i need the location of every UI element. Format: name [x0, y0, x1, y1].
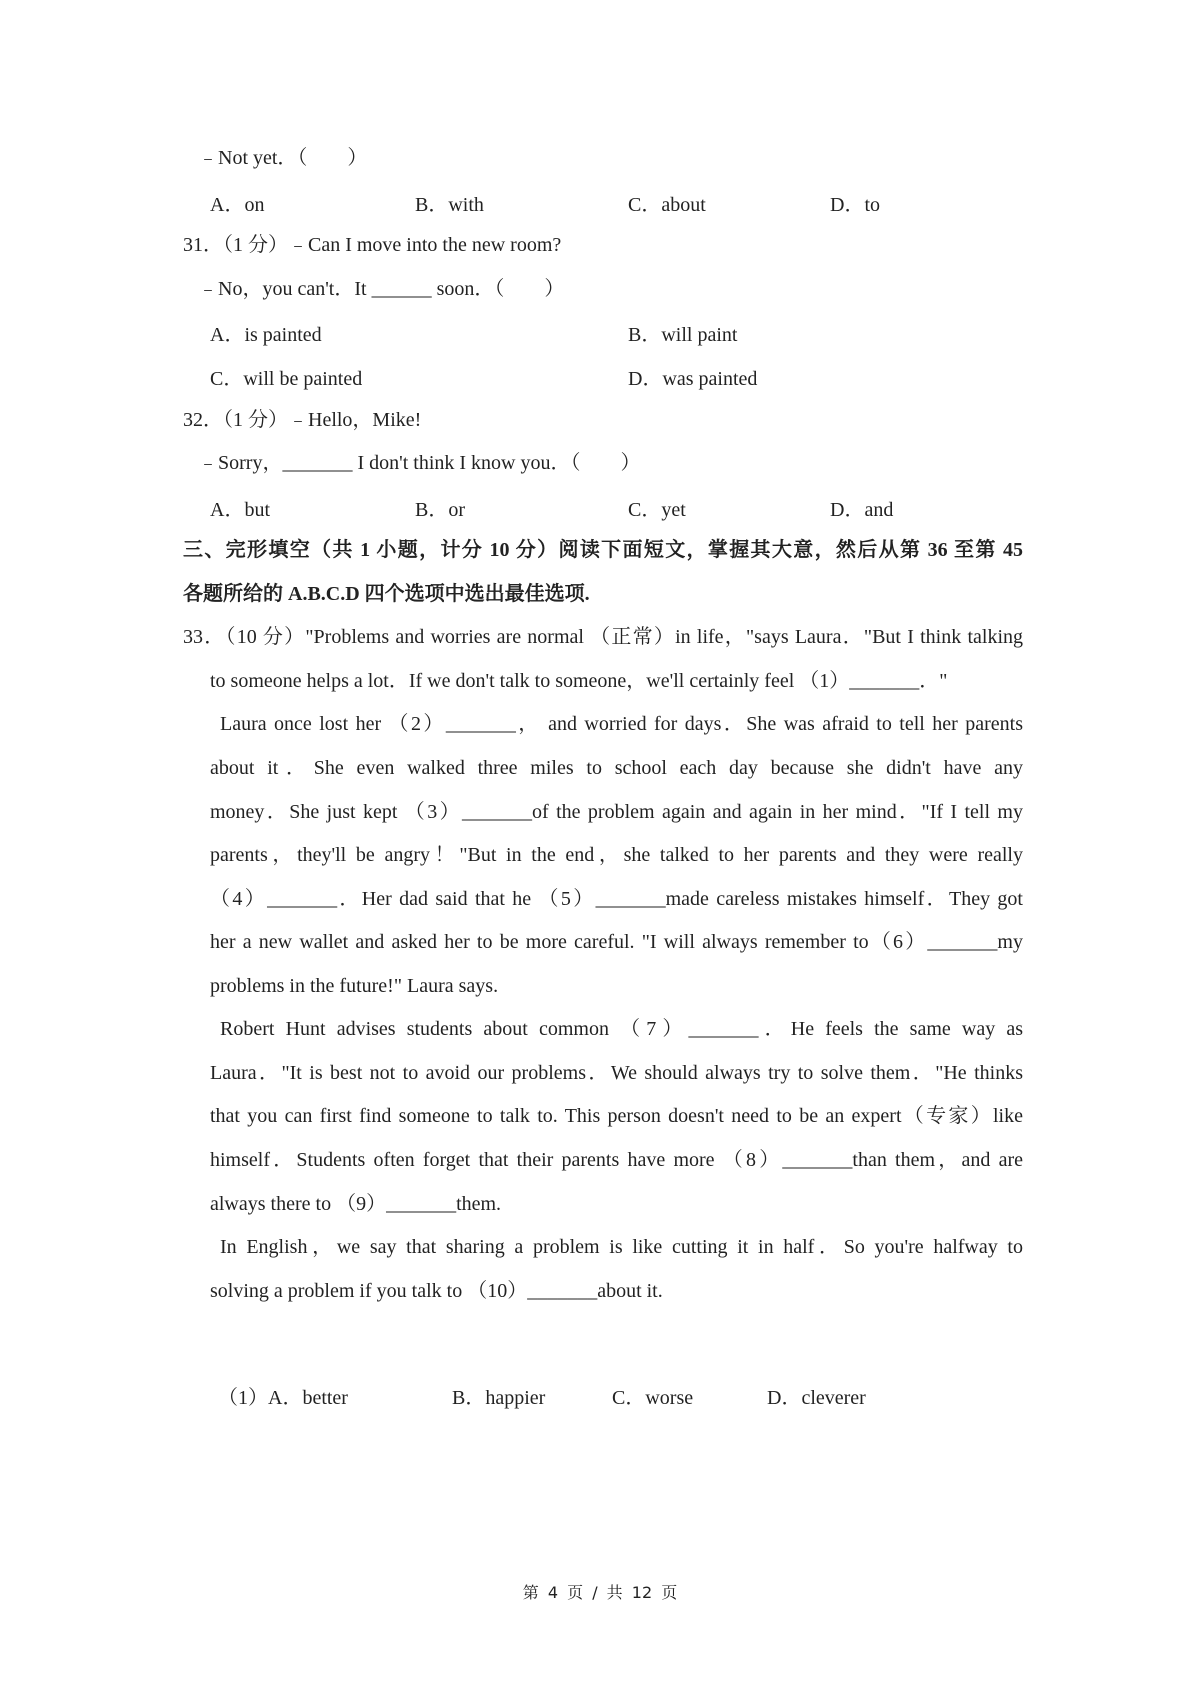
q31-reply: ﹣No，you can't．It ______ soon．（ ） [198, 278, 565, 300]
q33-line: Laura．"It is best not to avoid our problems．We should always try to solve them．"He thinks [210, 1062, 1023, 1084]
q30-option-a: A．on [210, 194, 265, 216]
q30-reply: ﹣Not yet．（ ） [198, 147, 368, 169]
q33-blank1-option-a: （1）A．better [218, 1387, 348, 1409]
section-heading-line1: 三、完形填空（共 1 小题，计分 10 分）阅读下面短文，掌握其大意，然后从第 36 至第 45 [183, 539, 1023, 561]
q33-line: about it．She even walked three miles to school each day because she didn't have any [210, 757, 1023, 779]
q31-option-c: C．will be painted [210, 368, 363, 390]
q33-line: solving a problem if you talk to （10）_______about it. [210, 1280, 663, 1302]
q32-stem: 32．（1 分）﹣Hello，Mike! [183, 409, 422, 431]
q33-line: that you can first find someone to talk to. This person doesn't need to be an expert（专家）like [210, 1105, 1023, 1127]
q33-line: problems in the future!" Laura says. [210, 975, 499, 997]
q33-line: Laura once lost her （2）_______， and worried for days．She was afraid to tell her parents [220, 713, 1023, 735]
q32-option-a: A．but [210, 499, 270, 521]
q33-line: 33．（10 分）"Problems and worries are normal （正常）in life，"says Laura．"But I think talking [183, 626, 1023, 648]
q33-line: （4）_______．Her dad said that he （5）_______made careless mistakes himself．They got [210, 888, 1023, 910]
q33-line: In English，we say that sharing a problem is like cutting it in half．So you're halfway to [220, 1236, 1023, 1258]
q32-reply: ﹣Sorry，_______ I don't think I know you．（ ） [198, 452, 641, 474]
q33-line: always there to （9）_______them. [210, 1193, 502, 1215]
q30-option-b: B．with [415, 194, 484, 216]
q33-blank1-option-c: C．worse [612, 1387, 694, 1409]
page-footer: 第 4 页 / 共 12 页 [522, 1583, 678, 1602]
q33-line: Robert Hunt advises students about common （7）_______．He feels the same way as [220, 1018, 1023, 1040]
q33-line: her a new wallet and asked her to be more careful. "I will always remember to（6）_______my [210, 931, 1023, 953]
section-heading-line2: 各题所给的 A.B.C.D 四个选项中选出最佳选项. [183, 583, 590, 605]
q33-line: to someone helps a lot．If we don't talk to someone，we'll certainly feel （1）_______．" [210, 670, 948, 692]
q32-option-c: C．yet [628, 499, 686, 521]
q33-line: parents，they'll be angry！"But in the end，she talked to her parents and they were really [210, 844, 1023, 866]
q33-blank1-option-d: D．cleverer [767, 1387, 866, 1409]
q33-blank1-option-b: B．happier [452, 1387, 546, 1409]
q33-line: money．She just kept （3）_______of the problem again and again in her mind．"If I tell my [210, 801, 1023, 823]
q32-option-b: B．or [415, 499, 465, 521]
q32-option-d: D．and [830, 499, 894, 521]
q30-option-d: D．to [830, 194, 880, 216]
q31-option-a: A．is painted [210, 324, 322, 346]
q31-stem: 31．（1 分）﹣Can I move into the new room? [183, 234, 562, 256]
q31-option-b: B．will paint [628, 324, 738, 346]
q30-option-c: C．about [628, 194, 706, 216]
q31-option-d: D．was painted [628, 368, 758, 390]
q33-line: himself．Students often forget that their parents have more （8）_______than them，and are [210, 1149, 1023, 1171]
